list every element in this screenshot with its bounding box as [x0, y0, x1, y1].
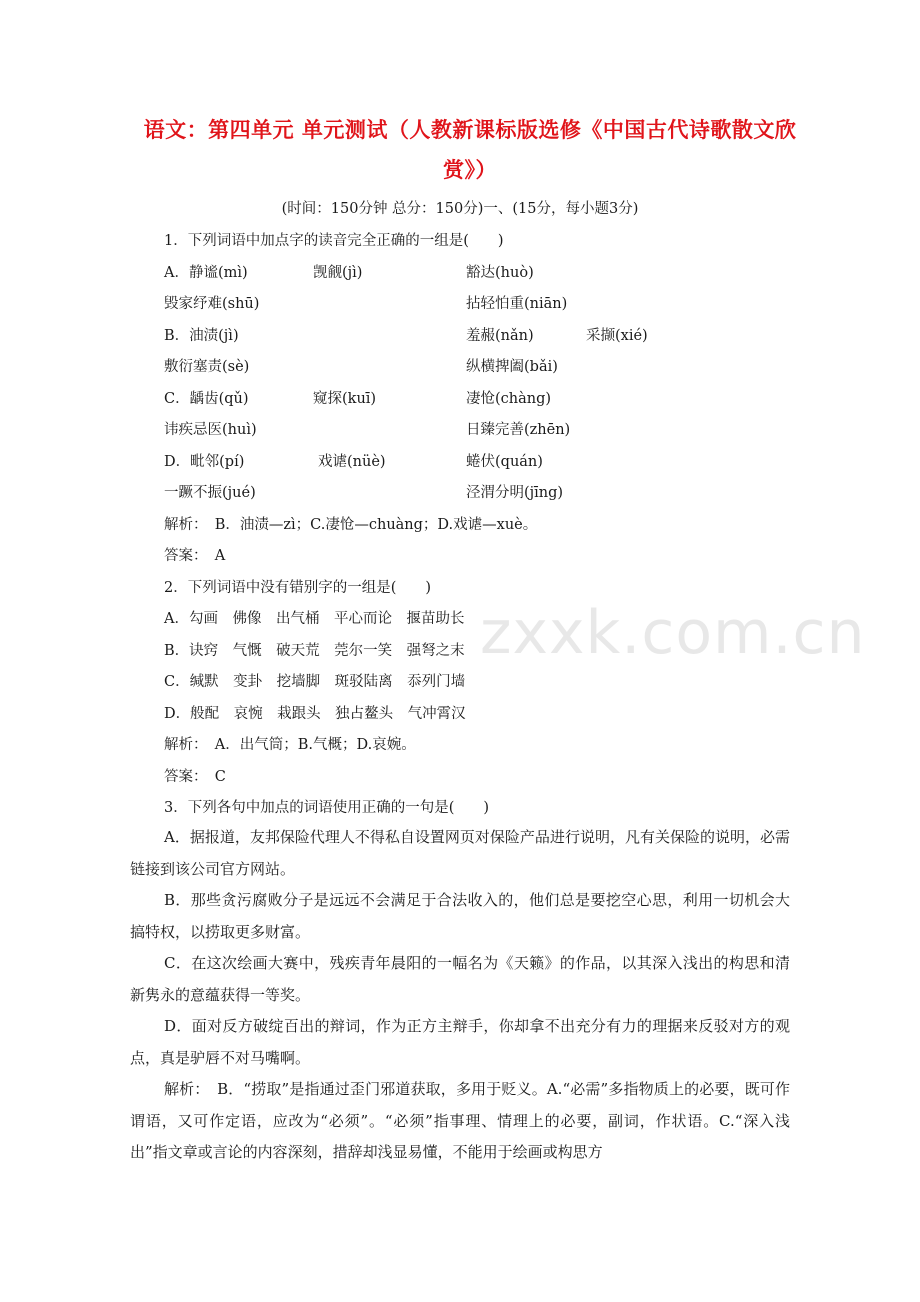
q2-option-d: D．般配 哀惋 栽跟头 独占鳌头 气冲霄汉 — [164, 706, 466, 722]
q1-stem: 1．下列词语中加点字的读音完全正确的一组是( ) — [164, 233, 504, 249]
q1-option-a3: 豁达(huò) — [466, 265, 534, 281]
q3-option-b: B．那些贪污腐败分子是远远不会满足于合法收入的，他们总是要挖空心思，利用一切机会大搞特权，以捞取更多财富。 — [130, 891, 790, 941]
q1-option-d2: 戏谑(nüè) — [318, 454, 386, 470]
q1-option-d1: D．毗邻(pí) — [164, 454, 245, 470]
q1-option-b3: 采撷(xié) — [586, 328, 648, 344]
q1-answer: 答案： A — [164, 548, 226, 564]
q2-option-a: A．勾画 佛像 出气桶 平心而论 揠苗助长 — [164, 611, 465, 627]
q2-stem: 2．下列词语中没有错别字的一组是( ) — [164, 580, 432, 596]
q1-option-a2: 觊觎(jì) — [313, 265, 363, 281]
watermark: zxxk.com.cn — [480, 598, 866, 668]
document-subtitle: (时间：150分钟 总分：150分)一、(15分，每小题3分) — [281, 201, 639, 217]
q1-option-d4: 一蹶不振(jué) — [164, 485, 256, 501]
q1-option-a5: 拈轻怕重(niān) — [466, 296, 568, 312]
q1-option-c4: 讳疾忌医(huì) — [164, 422, 257, 438]
q1-option-c5: 日臻完善(zhēn) — [466, 422, 571, 438]
q1-option-c1: C．龋齿(qǔ) — [164, 391, 249, 407]
q3-analysis: 解析： B．“捞取”是指通过歪门邪道获取，多用于贬义。A.“必需”多指物质上的必要，既可作谓语，又可作定语，应改为“必须”。“必须”指事理、情理上的必要，副词，作状语。C.“深入浅出”指文章或言论的内容深刻，措辞却浅显易懂，不能用于绘画或构思方 — [130, 1080, 790, 1161]
q2-option-b: B．诀窍 气慨 破天荒 莞尔一笑 强弩之末 — [164, 643, 465, 659]
q1-option-d3: 蜷伏(quán) — [466, 454, 543, 470]
q1-option-b2: 羞赧(nǎn) — [466, 328, 534, 344]
q2-analysis: 解析： A．出气筒；B.气概；D.哀婉。 — [164, 737, 416, 753]
q1-option-b1: B．油渍(jì) — [164, 328, 239, 344]
q1-option-d5: 泾渭分明(jīng) — [466, 485, 564, 501]
document-title: 语文：第四单元 单元测试（人教新课标版选修《中国古代诗歌散文欣赏》） — [143, 117, 797, 182]
q1-option-a1: A．静谧(mì) — [164, 265, 248, 281]
q1-option-c2: 窥探(kuī) — [313, 391, 377, 407]
q2-answer: 答案： C — [164, 769, 226, 785]
q1-analysis: 解析： B．油渍—zì；C.凄怆—chuàng；D.戏谑—xuè。 — [164, 517, 538, 533]
q3-stem: 3．下列各句中加点的词语使用正确的一句是( ) — [164, 800, 490, 816]
q3-option-c: C．在这次绘画大赛中，残疾青年晨阳的一幅名为《天籁》的作品，以其深入浅出的构思和清新隽永的意蕴获得一等奖。 — [130, 954, 790, 1004]
q3-option-a: A．据报道，友邦保险代理人不得私自设置网页对保险产品进行说明，凡有关保险的说明，必需链接到该公司官方网站。 — [130, 828, 790, 878]
q1-option-b5: 纵横捭阖(bǎi) — [466, 359, 558, 375]
q2-option-c: C．缄默 变卦 挖墙脚 斑驳陆离 忝列门墙 — [164, 674, 466, 690]
q1-option-a4: 毁家纾难(shū) — [164, 296, 260, 312]
q1-option-b4: 敷衍塞责(sè) — [164, 359, 250, 375]
q3-option-d: D．面对反方破绽百出的辩词，作为正方主辩手，你却拿不出充分有力的理据来反驳对方的观点，真是驴唇不对马嘴啊。 — [130, 1017, 790, 1067]
q1-option-c3: 凄怆(chàng) — [466, 391, 552, 407]
